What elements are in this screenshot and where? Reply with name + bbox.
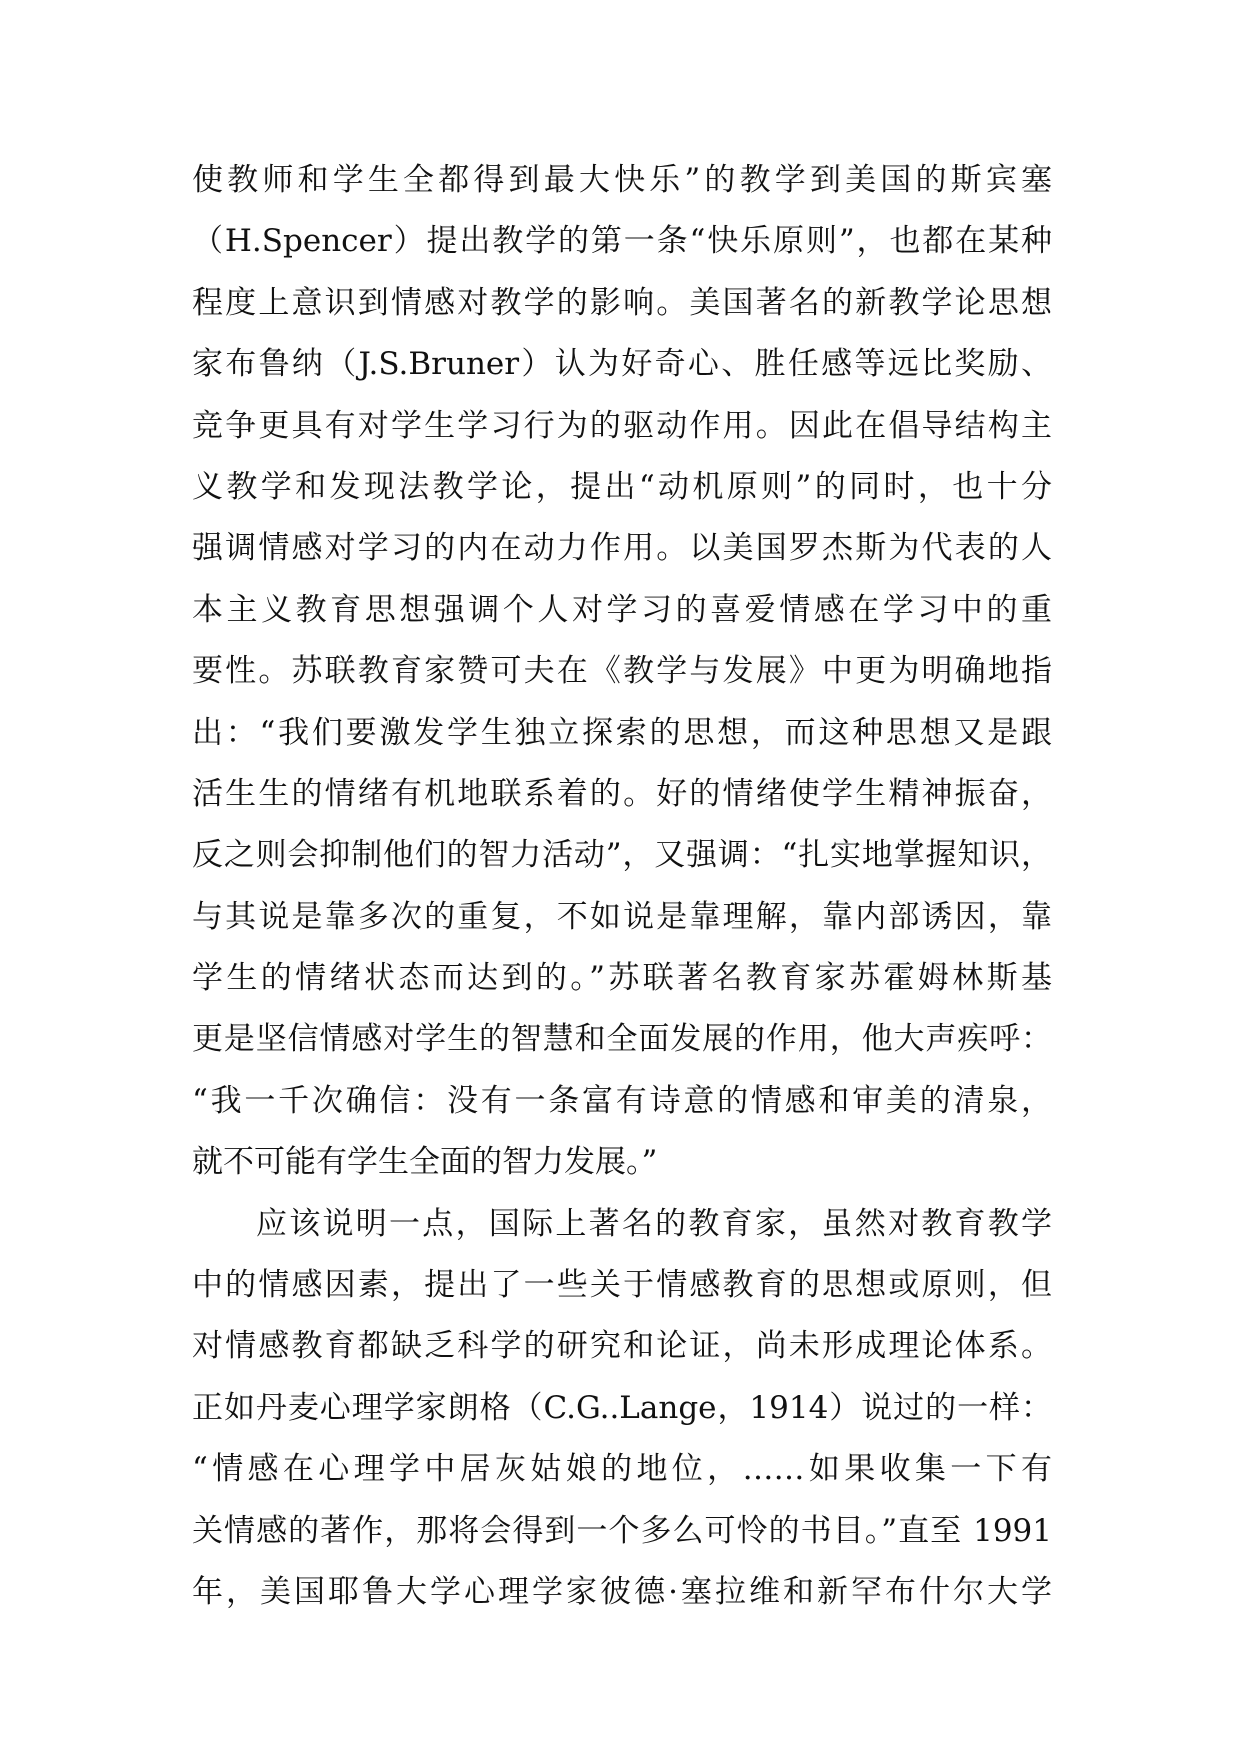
text-line: 活生生的情绪有机地联系着的。好的情绪使学生精神振奋， [192, 775, 1052, 812]
text-line: 竞争更具有对学生学习行为的驱动作用。因此在倡导结构主 [192, 407, 1052, 444]
text-line: 程度上意识到情感对教学的影响。美国著名的新教学论思想 [192, 284, 1052, 321]
text-line: 反之则会抑制他们的智力活动”，又强调：“扎实地掌握知识， [192, 837, 1052, 874]
text-line: 年，美国耶鲁大学心理学家彼德·塞拉维和新罕布什尔大学 [192, 1573, 1052, 1610]
text-line: 使教师和学生全都得到最大快乐”的教学到美国的斯宾塞 [192, 162, 1052, 198]
text-line: 本主义教育思想强调个人对学习的喜爱情感在学习中的重 [192, 591, 1052, 628]
text-line: 家布鲁纳（J.S.Bruner）认为好奇心、胜任感等远比奖励、 [192, 346, 1052, 383]
body-text [192, 150, 1052, 1623]
text-line: 正如丹麦心理学家朗格（C.G..Lange，1914）说过的一样： [192, 1389, 1052, 1426]
text-line: 关情感的著作，那将会得到一个多么可怜的书目。”直至 1991 [192, 1512, 1052, 1549]
text-line: （H.Spencer）提出教学的第一条“快乐原则”，也都在某种 [192, 223, 1052, 260]
text-line: 中的情感因素，提出了一些关于情感教育的思想或原则，但 [192, 1267, 1052, 1304]
text-line: “我一千次确信：没有一条富有诗意的情感和审美的清泉， [192, 1082, 1052, 1119]
text-line: 对情感教育都缺乏科学的研究和论证，尚未形成理论体系。 [192, 1328, 1052, 1365]
text-line: 出：“我们要激发学生独立探索的思想，而这种思想又是跟 [192, 714, 1052, 751]
text-line: 与其说是靠多次的重复，不如说是靠理解，靠内部诱因，靠 [192, 898, 1052, 935]
text-line: 要性。苏联教育家赞可夫在《教学与发展》中更为明确地指 [192, 653, 1052, 690]
text-line: 强调情感对学习的内在动力作用。以美国罗杰斯为代表的人 [192, 530, 1052, 567]
text-line: 更是坚信情感对学生的智慧和全面发展的作用，他大声疾呼： [192, 1021, 1052, 1058]
paragraph-2 [192, 1194, 1052, 1624]
text-line: 就不可能有学生全面的智力发展。” [192, 1144, 658, 1181]
text-line: 应该说明一点，国际上著名的教育家，虽然对教育教学 [256, 1205, 1052, 1242]
paragraph-1 [192, 150, 1052, 1194]
text-line: “情感在心理学中居灰姑娘的地位，……如果收集一下有 [192, 1451, 1052, 1488]
text-line: 义教学和发现法教学论，提出“动机原则”的同时，也十分 [192, 468, 1052, 505]
text-line: 学生的情绪状态而达到的。”苏联著名教育家苏霍姆林斯基 [192, 960, 1052, 997]
